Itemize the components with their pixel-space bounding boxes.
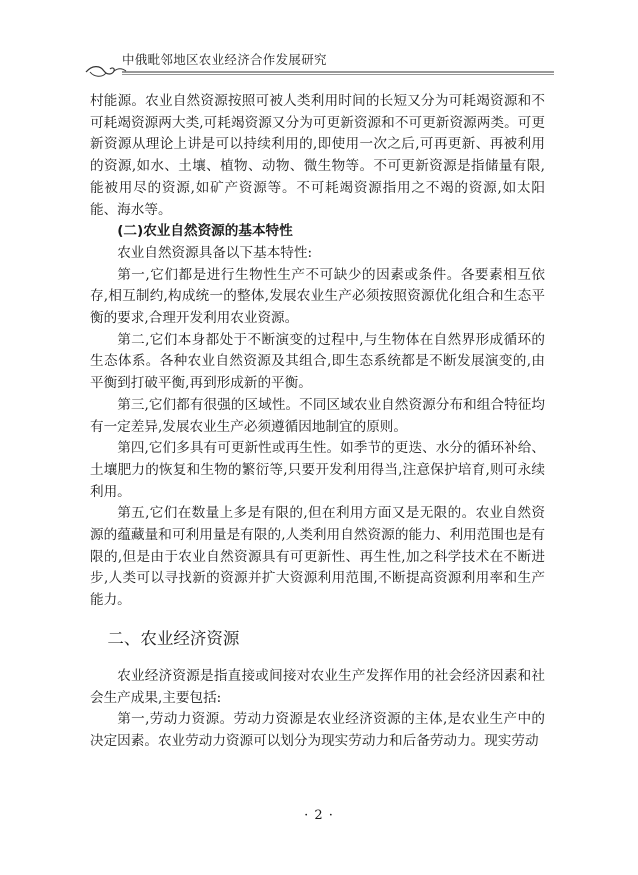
- paragraph-third: 第三,它们都有很强的区域性。不同区域农业自然资源分布和组合特征均有一定差异,发展农业生产必须遵循因地制宜的原则。: [90, 396, 545, 435]
- running-header-title: 中俄毗邻地区农业经济合作发展研究: [122, 52, 327, 67]
- paragraph-labor: 第一,劳动力资源。劳动力资源是农业经济资源的主体,是农业生产中的决定因素。农业劳动力资源可以划分为现实劳动力和后备劳动力。现实劳动: [90, 711, 545, 749]
- running-header: [84, 44, 554, 86]
- section-subheading: (二)农业自然资源的基本特性: [117, 223, 293, 240]
- scroll-ornament-icon: [84, 62, 554, 82]
- paragraph-intro: 村能源。农业自然资源按照可被人类利用时间的长短又分为可耗竭资源和不可耗竭资源两大类,可耗竭资源又分为可更新资源和不可更新资源两类。可更新资源从理论上讲是可以持续利用的,即使用一次之后,可再更新、再被利用的资源,如水、土壤、植物、动物、微生物等。不可更新资源是指储量有限,能被用尽的资源,如矿产资源等。不可耗竭资源指用之不竭的资源,如太阳能、海水等。: [90, 93, 545, 218]
- section-heading: 二、农业经济资源: [107, 628, 240, 648]
- paragraph-lead: 农业自然资源具备以下基本特性:: [117, 244, 313, 261]
- page-body: [90, 91, 545, 753]
- page-number: · 2 ·: [304, 808, 334, 823]
- paragraph-second: 第二,它们本身都处于不断演变的过程中,与生物体在自然界形成循环的生态体系。各种农业自然资源及其组合,即生态系统都是不断发展演变的,由平衡到打破平衡,再到形成新的平衡。: [90, 331, 545, 392]
- paragraph-fourth: 第四,它们多具有可更新性或再生性。如季节的更迭、水分的循环补给、土壤肥力的恢复和生物的繁衍等,只要开发利用得当,注意保护培育,则可永续利用。: [90, 440, 545, 500]
- paragraph-fifth: 第五,它们在数量上多是有限的,但在利用方面又是无限的。农业自然资源的蕴藏量和可利用量是有限的,人类利用自然资源的能力、利用范围也是有限的,但是由于农业自然资源具有可更新性、再生性,加之科学技术在不断进步,人类可以寻找新的资源并扩大资源利用范围,不断提高资源利用率和生产能力。: [90, 505, 545, 609]
- paragraph-first: 第一,它们都是进行生物性生产不可缺少的因素或条件。各要素相互依存,相互制约,构成统一的整体,发展农业生产必须按照资源优化组合和生态平衡的要求,合理开发利用农业资源。: [90, 266, 545, 327]
- paragraph-economic-resources: 农业经济资源是指直接或间接对农业生产发挥作用的社会经济因素和社会生产成果,主要包括:: [90, 667, 545, 706]
